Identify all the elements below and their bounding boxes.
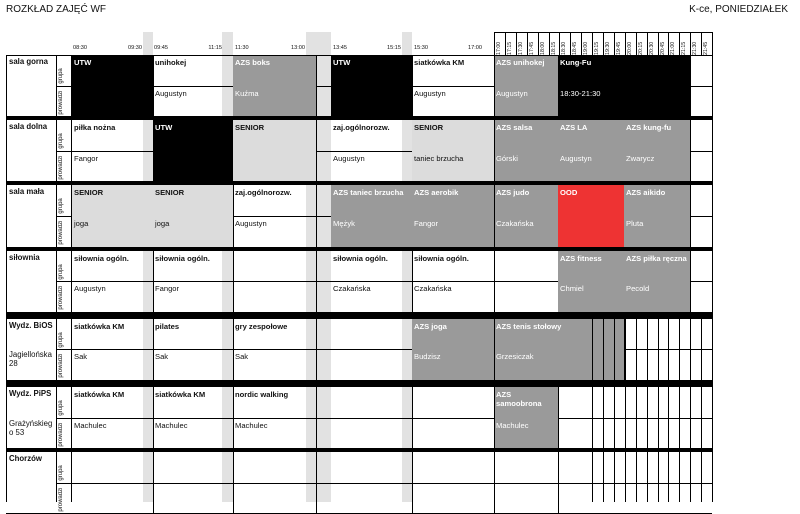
class-cell: AZS aerobik xyxy=(412,185,494,216)
row-sublabel: grupa xyxy=(58,263,64,280)
instructor-cell xyxy=(331,349,412,380)
class-cell: gry zespołowe xyxy=(235,321,288,331)
class-cell: AZS kung-fu xyxy=(624,120,690,151)
class-cell: AZS LA xyxy=(558,120,624,151)
instructor-cell: Grzesiczak xyxy=(494,349,624,380)
row-sublabel: prowadzi xyxy=(58,90,64,115)
location-day: K-ce, PONIEDZIAŁEK xyxy=(689,4,788,15)
time-tick: 20:45 xyxy=(659,41,666,55)
instructor-cell xyxy=(153,483,233,514)
instructor-cell: joga xyxy=(72,216,153,247)
room-name xyxy=(6,55,56,116)
class-cell: siłownia ogóln. xyxy=(414,253,469,263)
instructor-cell xyxy=(494,281,558,312)
time-tick: 19:30 xyxy=(605,41,611,55)
instructor-cell: Augustyn xyxy=(558,151,624,182)
room-title: sala gorna xyxy=(9,57,48,66)
instructor-cell: Mężyk xyxy=(331,216,412,247)
row-sublabel: prowadzi xyxy=(58,285,64,310)
instructor-cell: Pecold xyxy=(624,281,690,312)
time-tick: 20:30 xyxy=(648,41,655,55)
time-label: 11:30 xyxy=(235,45,249,51)
room-title: siłownia xyxy=(9,252,40,262)
row-sublabel: prowadzi xyxy=(58,422,64,447)
class-cell: siłownia ogóln. xyxy=(74,253,129,263)
class-cell xyxy=(153,452,233,483)
instructor-cell: 18:30-21:30 xyxy=(558,86,690,117)
instructor-cell xyxy=(72,483,153,514)
time-tick: 18:30 xyxy=(561,41,568,55)
time-tick: 19:00 xyxy=(583,41,590,55)
instructor-cell: Augustyn xyxy=(414,88,446,98)
instructor-cell xyxy=(233,151,316,182)
instructor-cell: Augustyn xyxy=(333,153,365,163)
instructor-cell: Kuźma xyxy=(233,86,316,117)
row-sublabel: prowadzi xyxy=(58,220,64,245)
class-cell: UTW xyxy=(153,120,233,151)
time-label: 09:30 xyxy=(128,45,142,51)
class-cell xyxy=(331,319,412,350)
class-cell: AZS salsa xyxy=(494,120,558,151)
class-cell: OOD xyxy=(558,185,624,216)
class-cell xyxy=(494,251,558,282)
class-cell: AZS joga xyxy=(412,319,494,350)
time-tick: 21:00 xyxy=(670,41,677,55)
instructor-cell xyxy=(153,151,233,182)
class-cell: unihokej xyxy=(155,58,187,67)
row-sublabel: prowadzi xyxy=(58,155,64,180)
time-label: 08:30 xyxy=(73,45,87,51)
class-cell: AZS unihokej xyxy=(494,55,558,86)
instructor-cell: Czakańska xyxy=(414,284,452,294)
row-sublabel: grupa xyxy=(58,68,64,84)
room-name xyxy=(6,452,56,513)
class-cell: piłka nożna xyxy=(74,123,116,133)
time-tick: 19:15 xyxy=(594,41,601,55)
instructor-cell: Czakańska xyxy=(333,284,371,294)
instructor-cell: Zwarycz xyxy=(624,151,690,182)
class-cell: AZS piłka ręczna xyxy=(624,251,690,282)
instructor-cell: Machulec xyxy=(235,420,268,430)
row-sublabel: grupa xyxy=(58,400,64,416)
class-cell: SENIOR xyxy=(233,120,316,151)
class-cell: siatkówka KM xyxy=(155,390,206,399)
time-label: 09:45 xyxy=(154,45,168,51)
class-cell: Kung-Fu xyxy=(558,55,690,86)
time-label: 15:30 xyxy=(414,45,428,51)
class-cell: zaj.ogólnorozw. xyxy=(333,123,390,133)
class-cell xyxy=(331,387,412,418)
instructor-cell: Fangor xyxy=(74,153,99,163)
instructor-cell xyxy=(233,483,316,514)
time-label: 15:15 xyxy=(387,45,401,51)
instructor-cell: Pluta xyxy=(624,216,690,247)
time-tick: 18:15 xyxy=(550,41,557,55)
instructor-cell: taniec brzucha xyxy=(412,151,494,182)
room-title: Wydz. PiPS xyxy=(9,389,52,398)
class-cell xyxy=(412,452,494,483)
time-tick: 20:15 xyxy=(637,41,644,55)
instructor-cell: Augustyn xyxy=(155,88,187,98)
time-tick: 17:15 xyxy=(506,41,513,55)
row-sublabel: prowadzi xyxy=(58,353,64,378)
class-cell: AZS judo xyxy=(494,185,558,216)
class-cell: SENIOR xyxy=(72,185,153,216)
instructor-cell: Sak xyxy=(155,352,169,362)
room-title: sala dolna xyxy=(9,122,48,132)
class-cell: siatkówka KM xyxy=(74,321,125,331)
class-cell xyxy=(331,452,412,483)
instructor-cell: Augustyn xyxy=(494,86,558,117)
row-sublabel: grupa xyxy=(58,332,64,348)
class-cell: AZS tenis stołowy xyxy=(494,319,624,350)
instructor-cell xyxy=(412,483,494,514)
class-cell: siatkówka KM xyxy=(414,58,465,67)
room-name xyxy=(6,120,56,181)
class-cell: siłownia ogóln. xyxy=(155,253,210,263)
room-name xyxy=(6,387,56,448)
class-cell: AZS boks xyxy=(233,55,316,86)
time-tick: 19:45 xyxy=(615,41,622,55)
class-cell: siatkówka KM xyxy=(74,390,125,399)
class-cell: UTW xyxy=(72,55,153,86)
class-cell xyxy=(494,452,558,483)
time-label: 13:00 xyxy=(291,45,305,51)
room-title: Chorzów xyxy=(9,454,42,464)
instructor-cell: Czakańska xyxy=(494,216,558,247)
instructor-cell: Chmiel xyxy=(558,281,624,312)
row-sublabel: grupa xyxy=(58,465,64,481)
time-tick: 18:45 xyxy=(572,41,579,55)
class-cell xyxy=(72,452,153,483)
instructor-cell xyxy=(558,216,624,247)
row-sublabel: prowadzi xyxy=(58,487,64,512)
time-tick: 20:00 xyxy=(626,41,633,55)
class-cell: siłownia ogóln. xyxy=(333,253,388,263)
instructor-cell xyxy=(233,281,316,312)
time-tick: 17:30 xyxy=(517,41,524,55)
room-title: sala mała xyxy=(9,187,45,197)
instructor-cell: Machulec xyxy=(155,420,188,430)
instructor-cell: Augustyn xyxy=(235,219,267,228)
time-tick: 17:00 xyxy=(496,41,502,55)
class-cell: AZS aikido xyxy=(624,185,690,216)
instructor-cell xyxy=(494,483,558,514)
class-cell: zaj.ogólnorozw. xyxy=(235,188,292,198)
instructor-cell xyxy=(331,418,412,449)
instructor-cell: Machulec xyxy=(494,418,558,449)
time-label: 17:00 xyxy=(468,45,482,51)
time-label: 13:45 xyxy=(333,45,347,51)
instructor-cell: joga xyxy=(153,216,233,247)
class-cell: SENIOR xyxy=(153,185,233,216)
room-address: Grażyńskieg o 53 xyxy=(9,418,53,437)
class-cell: pilates xyxy=(155,321,180,331)
class-cell: AZS taniec brzucha xyxy=(331,185,412,216)
time-tick: 21:15 xyxy=(681,41,688,55)
instructor-cell: Fangor xyxy=(412,216,494,247)
instructor-cell xyxy=(331,86,412,117)
class-cell xyxy=(233,452,316,483)
time-tick: 17:45 xyxy=(528,41,535,55)
instructor-cell: Sak xyxy=(74,352,88,362)
class-cell xyxy=(412,387,494,418)
class-cell: nordic walking xyxy=(235,390,289,399)
instructor-cell: Górski xyxy=(494,151,558,182)
room-name xyxy=(6,319,56,380)
class-cell xyxy=(233,251,316,282)
room-name xyxy=(6,185,56,246)
instructor-cell: Fangor xyxy=(155,284,180,294)
row-sublabel: grupa xyxy=(58,198,64,214)
page-title: ROZKŁAD ZAJĘĆ WF xyxy=(6,4,107,15)
instructor-cell xyxy=(331,483,412,514)
time-tick: 18:00 xyxy=(539,41,546,55)
time-tick: 21:30 xyxy=(692,41,699,55)
instructor-cell xyxy=(412,418,494,449)
class-cell: SENIOR xyxy=(412,120,494,151)
instructor-cell xyxy=(72,86,153,117)
time-label: 11:15 xyxy=(208,45,222,51)
room-title: Wydz. BiOS xyxy=(9,320,53,330)
class-cell: AZS fitness xyxy=(558,251,624,282)
room-name xyxy=(6,251,56,312)
instructor-cell: Sak xyxy=(235,352,249,362)
class-cell: AZS samoobrona xyxy=(494,387,558,418)
class-cell: UTW xyxy=(331,55,412,86)
instructor-cell: Augustyn xyxy=(74,284,106,294)
instructor-cell: Budzisz xyxy=(412,349,494,380)
room-address: Jagiellońska 28 xyxy=(9,350,52,369)
time-tick: 21:45 xyxy=(703,41,710,55)
row-sublabel: grupa xyxy=(58,133,64,149)
instructor-cell: Machulec xyxy=(74,420,107,430)
